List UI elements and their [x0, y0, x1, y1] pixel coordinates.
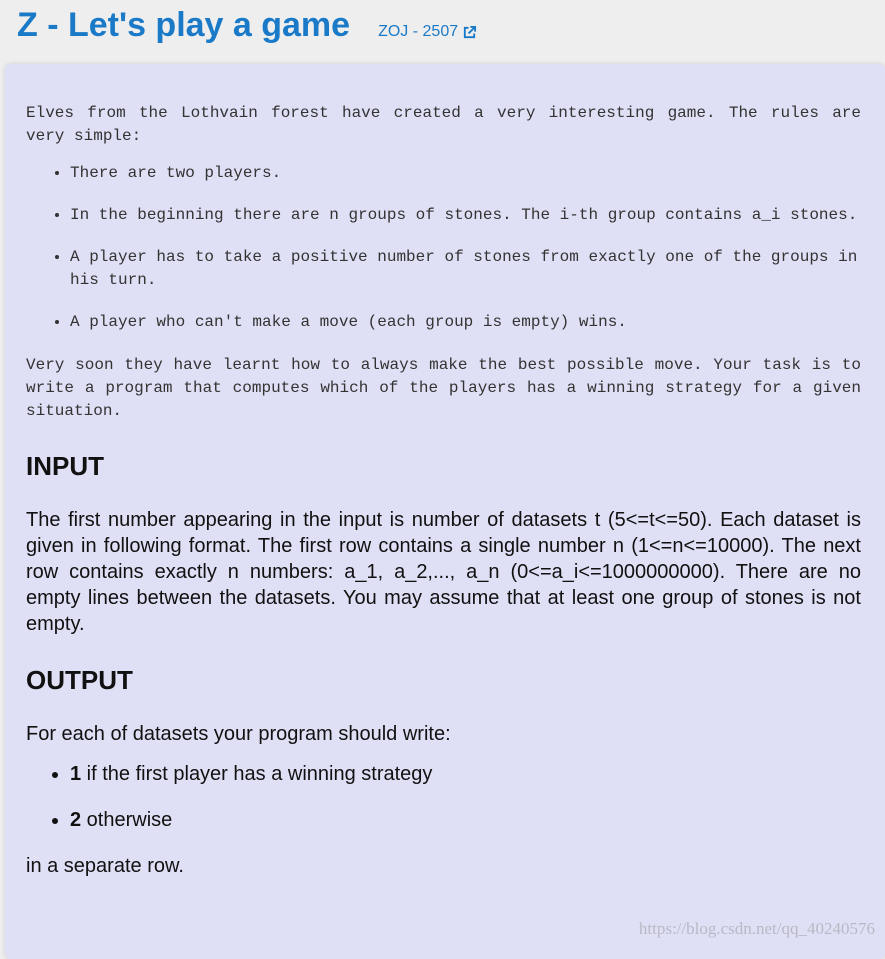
external-link-icon [462, 25, 477, 40]
source-link[interactable] [378, 23, 477, 41]
output-item-text: otherwise [81, 809, 173, 831]
rule-item: • A player has to take a positive number of stones from exactly one of the groups in his turn. [70, 246, 861, 292]
source-label: ZOJ - 2507 [378, 23, 459, 40]
output-section [26, 663, 861, 879]
rules-list [26, 162, 861, 334]
problem-header [17, 0, 477, 58]
description-task: Very soon they have learnt how to always make the best possible move. Your task is to write a program that computes which of the players has a winning strategy for a given situation. [26, 356, 861, 420]
rule-item: • A player who can't make a move (each group is empty) wins. [70, 311, 861, 334]
rule-item: • In the beginning there are n groups of stones. The i-th group contains a_i stones. [70, 204, 861, 227]
problem-description [26, 102, 861, 423]
output-list [26, 761, 861, 833]
description-intro: Elves from the Lothvain forest have created a very interesting game. The rules are very simple: [26, 104, 861, 145]
input-text: The first number appearing in the input is number of datasets t (5<=t<=50). Each dataset is given in following format. The first row contains a single number n (1<=n<=10000). The next row contains exactly n numbers: a_1, a_2,..., a_n (0<=a_i<=1000000000). There are no empty lines between the datasets. You may assume that at least one group of stones is not empty. [26, 509, 861, 635]
page-title: Z - Let's play a game [17, 6, 351, 44]
output-item [70, 761, 861, 787]
output-item-text: if the first player has a winning strategy [81, 763, 433, 785]
output-heading: OUTPUT [26, 665, 133, 695]
input-heading: INPUT [26, 451, 104, 481]
output-value: 2 [70, 809, 82, 831]
output-value: 1 [70, 763, 82, 785]
output-outro: in a separate row. [26, 855, 184, 877]
rule-item: • There are two players. [70, 162, 861, 185]
watermark: https://blog.csdn.net/qq_40240576 [638, 919, 875, 938]
output-item [70, 807, 861, 833]
problem-panel [5, 64, 885, 959]
output-intro: For each of datasets your program should write: [26, 723, 451, 745]
input-section [26, 449, 861, 637]
